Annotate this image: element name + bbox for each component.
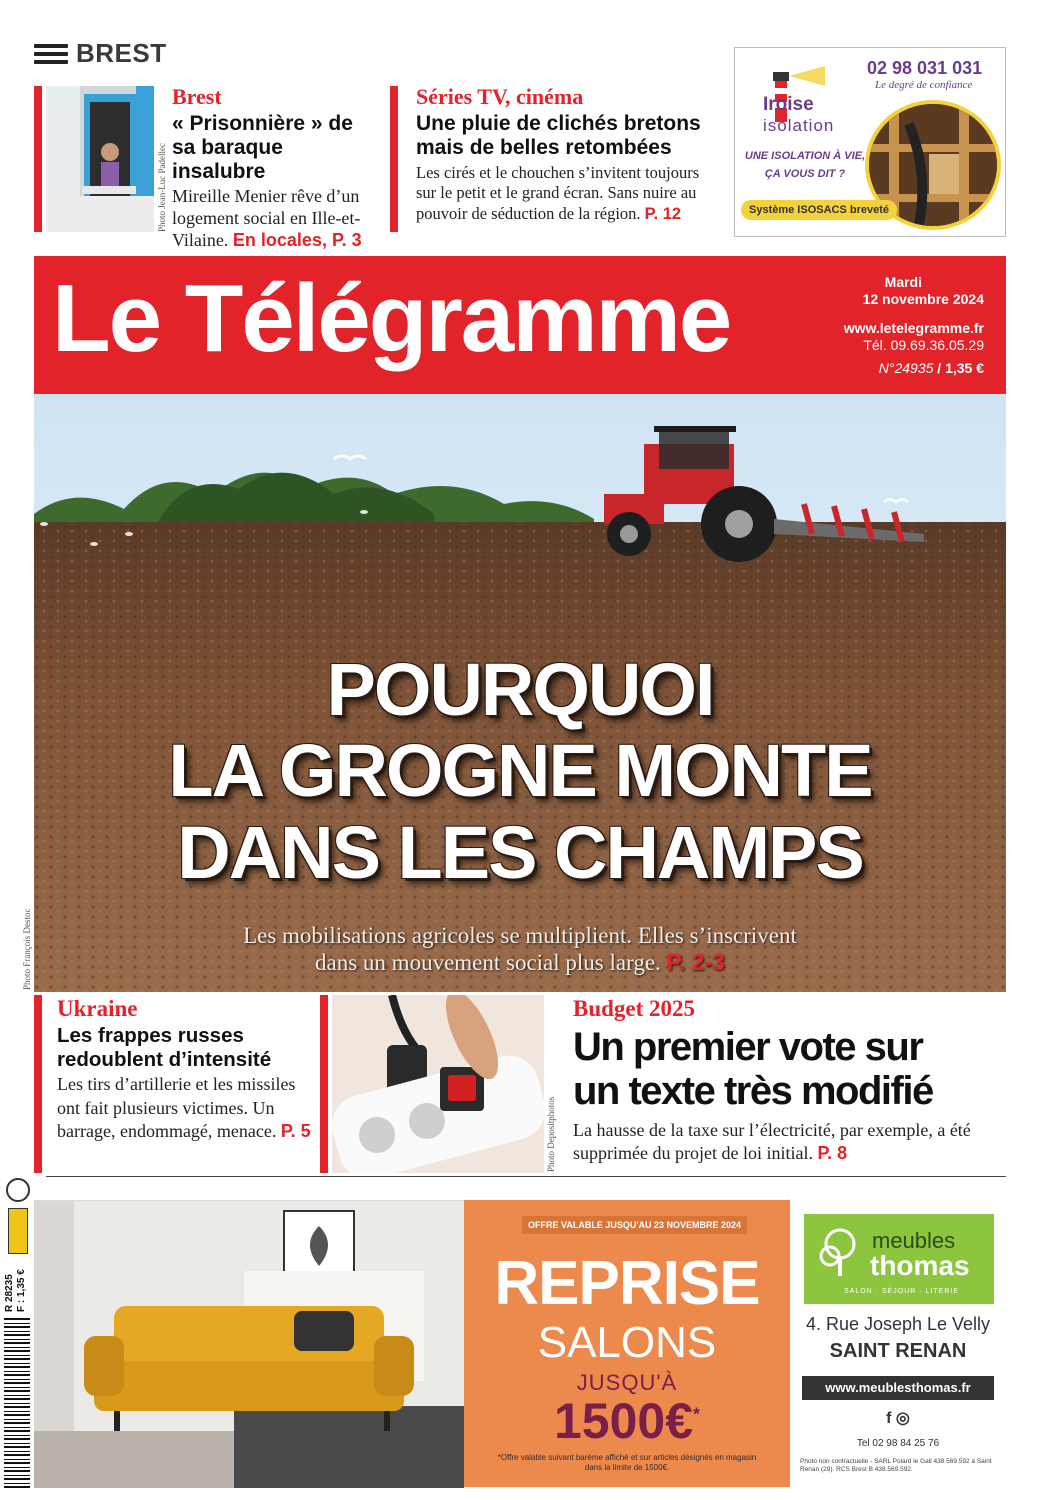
ad-tagline: Le degré de confiance [875,79,973,91]
social-icons[interactable]: f ◎ [886,1410,910,1427]
store-website[interactable]: www.meublesthomas.fr [802,1376,994,1400]
teaser-body: Les cirés et le chouchen s’invitent toujours sur le petit et le grand écran. Sans nuire au pouvoir de séduction de la région. P. 12 [416,163,700,223]
teaser-left[interactable] [172,84,377,252]
barcode-price: F : 1,35 € [16,1269,27,1312]
offer-word-salons: SALONS [537,1318,717,1367]
divider-redbar [320,995,328,1173]
iroise-brand: Iroise [763,94,814,115]
teaser-middle-redbar [390,86,398,232]
teaser-left-redbar [34,86,42,232]
offer-amount: 1500€* [553,1393,701,1449]
recycle-icon [6,1178,30,1202]
section-divider [46,1176,1006,1177]
power-strip-photo[interactable] [332,995,544,1173]
issue-day: Mardi [884,274,922,290]
menu-icon[interactable] [34,44,68,64]
website-link[interactable]: www.letelegramme.fr [843,320,984,337]
store-address: 4. Rue Joseph Le Velly [805,1314,991,1334]
advert-iroise-isolation[interactable] [734,47,1006,237]
offer-word-jusqua: JUSQU'À [576,1370,678,1395]
masthead-info [844,274,984,377]
teaser-ukraine[interactable] [57,996,312,1143]
teaser-middle[interactable] [416,84,721,224]
ad-slogan: UNE ISOLATION À VIE, ÇA VOUS DIT ? [744,150,866,180]
teaser-body: Les tirs d’artillerie et les missiles ont fait plusieurs victimes. Un barrage, endommagé, menace. P. 5 [57,1074,311,1141]
ad-phone: 02 98 031 031 [867,58,983,78]
page-ref[interactable]: P. 2-3 [666,949,725,976]
sofa-photo [34,1201,464,1488]
page-ref[interactable]: P. 12 [644,204,682,223]
teaser-title[interactable]: Les frappes russes redoublent d’intensité [57,1024,272,1071]
photo-credit: Photo Jean-Luc Padellec [157,143,167,232]
page-ref[interactable]: P. 8 [817,1143,848,1164]
issue-date: 12 novembre 2024 [862,291,984,308]
hero-headline[interactable]: POURQUOI LA GROGNE MONTE DANS LES CHAMPS [168,648,872,894]
offer-footnote: *Offre valable suivant barème affiché et sur articles désignés en magasin dans la limite de 1500€. [497,1453,757,1472]
teaser-title[interactable]: « Prisonnière » de sa baraque insalubre [172,112,353,184]
edition-city: BREST [76,38,167,68]
store-town: SAINT RENAN [829,1340,967,1362]
store-phone: Tel 02 98 84 25 76 [856,1438,940,1449]
teaser-kicker: Brest [172,84,222,109]
issue-price: / 1,35 € [937,360,984,377]
masthead [34,256,1006,394]
newspaper-logo[interactable]: Le Télégramme [52,265,731,372]
teaser-kicker: Séries TV, cinéma [416,84,584,109]
teaser-title[interactable]: Une pluie de clichés bretons mais de belles retombées [416,112,701,160]
barcode [4,1318,30,1488]
ad-store-panel[interactable] [790,1200,1006,1487]
teaser-title[interactable]: Un premier vote sur un texte très modifié [573,1025,933,1113]
teaser-budget[interactable] [573,996,1003,1166]
page-ref[interactable]: P. 5 [280,1120,311,1141]
page-ref[interactable]: En locales, P. 3 [232,230,362,251]
contact-phone: Tél. 09.69.36.05.29 [863,337,984,354]
photo-credit: Photo Depositphotos [546,1096,556,1172]
meubles-thomas-logo: meubles thomas SALON · SÉJOUR · LITERIE [804,1214,994,1304]
teaser-kicker: Budget 2025 [573,996,696,1021]
offer-validity: OFFRE VALABLE JUSQU'AU 23 NOVEMBRE 2024 [522,1216,747,1234]
hero-subtitle: Les mobilisations agricoles se multiplient. Elles s’inscrivent dans un mouvement social plus large. P. 2-3 [243,923,797,976]
iroise-brand-sub: isolation [763,116,835,135]
press-logo-icon [8,1208,28,1254]
teaser-body: La hausse de la taxe sur l’électricité, par exemple, a été supprimée du projet de loi initial. P. 8 [573,1120,971,1164]
photo-credit: Photo François Destoc [22,908,32,990]
teaser-kicker: Ukraine [57,996,138,1021]
legal-notice: Photo non contractuelle - SARL Polard le Gall 438 569 592 à Saint Renan (29). RCS Brest B 438.569.592. [800,1458,992,1474]
teaser-left-photo[interactable] [46,86,154,232]
hero-story[interactable] [34,394,1006,992]
barcode-code: R 28235 [4,1274,15,1312]
teaser-body: Mireille Menier rêve d’un logement social en Ille-et-Vilaine. En locales, P. 3 [172,186,362,251]
tree-icon [818,1228,862,1278]
issue-number: N°24935 [878,360,934,377]
ad-badge: Système ISOSACS breveté [741,200,897,220]
offer-word-reprise: REPRISE [494,1249,760,1318]
ad-offer-panel[interactable] [464,1200,790,1487]
teaser-ukraine-redbar [34,995,42,1173]
